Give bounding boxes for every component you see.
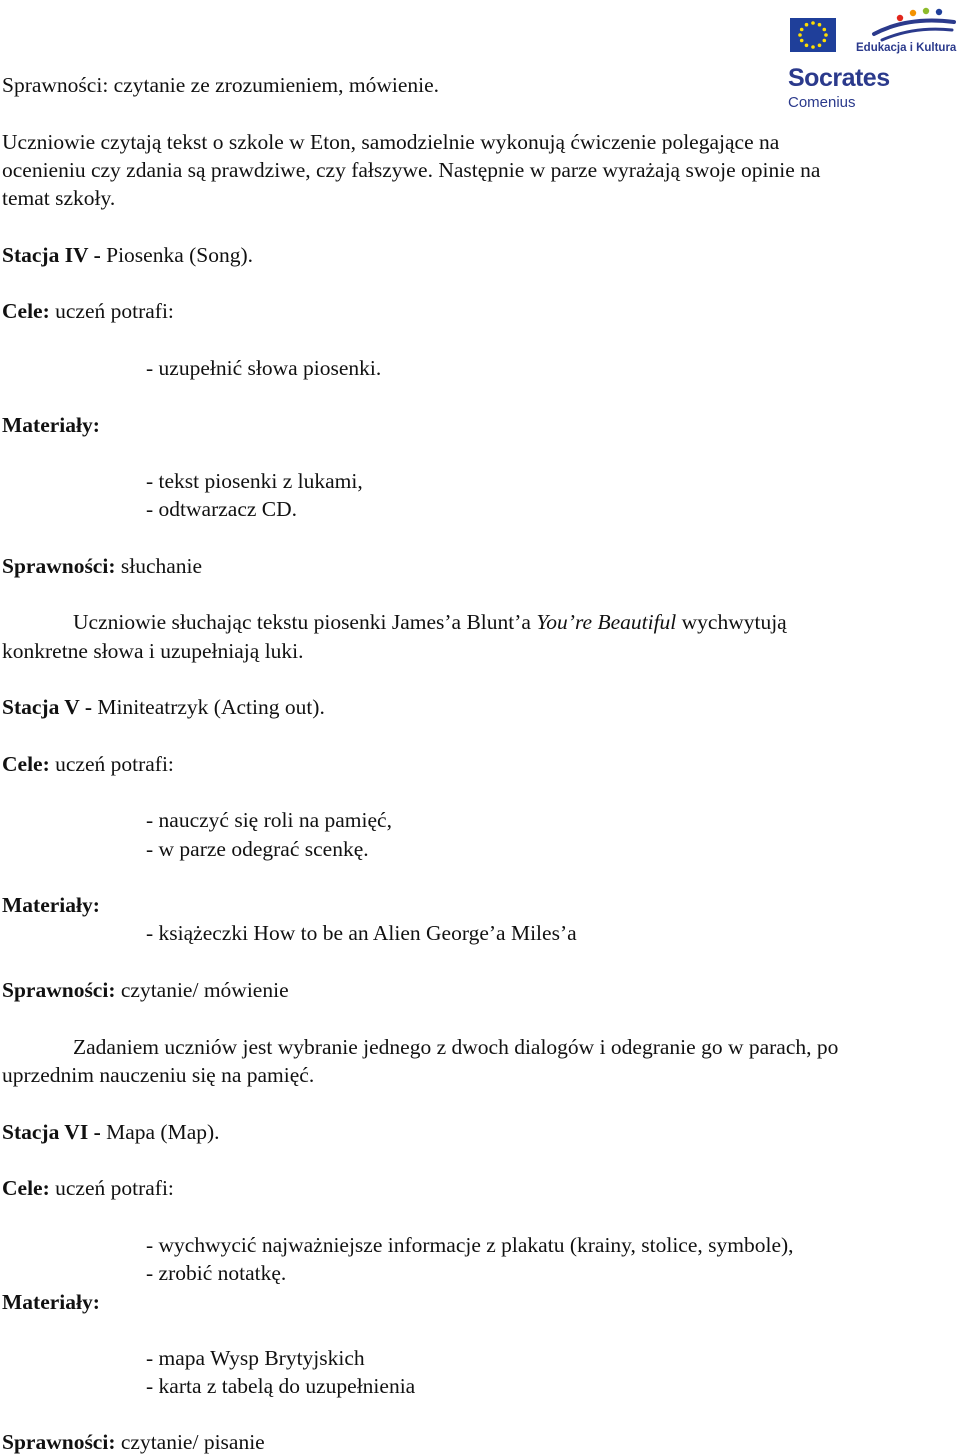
eu-flag-icon [790, 18, 836, 52]
stacja4-goals-heading [2, 297, 174, 325]
stacja4-material-1: - tekst piosenki z lukami, [146, 469, 363, 493]
stacja4-heading [2, 241, 253, 269]
stacja6-heading [2, 1118, 220, 1146]
stacja4-goal-1: - uzupełnić słowa piosenki. [146, 356, 382, 380]
stacja4-heading-rest: Piosenka (Song). [100, 243, 254, 267]
stacja6-goal-2: - zrobić notatkę. [146, 1261, 287, 1285]
stacja5-description-line-1: Zadaniem uczniów jest wybranie jednego z dwoch dialogów i odegranie go w parach, po [73, 1035, 839, 1059]
swoosh-icon [868, 4, 958, 44]
logo-socrates: Socrates [788, 64, 890, 92]
intro-skills-line: Sprawności: czytanie ze zrozumieniem, mówienie. [2, 73, 440, 97]
stacja6-goals-heading [2, 1174, 174, 1202]
stacja5-heading [2, 693, 325, 721]
stacja6-skills-rest: czytanie/ pisanie [115, 1430, 265, 1454]
stacja4-skills [2, 552, 202, 580]
stacja4-heading-bold: Stacja IV - [2, 243, 101, 267]
stacja6-material-2: - karta z tabelą do uzupełnienia [146, 1374, 416, 1398]
stacja4-goals-rest: uczeń potrafi: [49, 299, 174, 323]
stacja5-skills-rest: czytanie/ mówienie [115, 978, 289, 1002]
stacja6-materials-label: Materiały: [2, 1290, 100, 1314]
stacja4-description-line-1 [73, 608, 787, 636]
stacja5-goals-label: Cele: [2, 752, 50, 776]
stacja6-heading-rest: Mapa (Map). [100, 1120, 220, 1144]
stacja5-heading-bold: Stacja V - [2, 695, 92, 719]
stacja6-goals-rest: uczeń potrafi: [49, 1176, 174, 1200]
stacja5-skills [2, 976, 289, 1004]
stacja4-skills-label: Sprawności: [2, 554, 116, 578]
stacja5-skills-label: Sprawności: [2, 978, 116, 1002]
stacja5-goals-heading [2, 750, 174, 778]
intro-paragraph-line-2: ocenieniu czy zdania są prawdziwe, czy fałszywe. Następnie w parze wyrażają swoje opinie na [2, 158, 821, 182]
stacja4-desc-post: wychwytują [676, 610, 787, 634]
stacja4-materials-label: Materiały: [2, 413, 100, 437]
stacja6-goals-label: Cele: [2, 1176, 50, 1200]
stacja5-goal-2: - w parze odegrać scenkę. [146, 837, 369, 861]
stacja6-skills-label: Sprawności: [2, 1430, 116, 1454]
stacja4-desc-pre: Uczniowie słuchając tekstu piosenki James’a Blunt’a [73, 610, 537, 634]
logo-comenius: Comenius [788, 94, 856, 111]
stacja4-skills-rest: słuchanie [115, 554, 203, 578]
stacja6-material-1: - mapa Wysp Brytyjskich [146, 1346, 365, 1370]
stacja5-goal-1: - nauczyć się roli na pamięć, [146, 808, 392, 832]
stacja5-description-line-2: uprzednim nauczeniu się na pamięć. [2, 1063, 315, 1087]
intro-paragraph-line-1: Uczniowie czytają tekst o szkole w Eton, samodzielnie wykonują ćwiczenie polegające na [2, 130, 780, 154]
stacja5-material-1: - książeczki How to be an Alien George’a Miles’a [146, 921, 577, 945]
stacja4-material-2: - odtwarzacz CD. [146, 497, 298, 521]
logo-edukacja-kultura: Edukacja i Kultura [856, 42, 957, 54]
stacja5-goals-rest: uczeń potrafi: [49, 752, 174, 776]
stacja6-heading-bold: Stacja VI - [2, 1120, 101, 1144]
stacja6-goal-1: - wychwycić najważniejsze informacje z plakatu (krainy, stolice, symbole), [146, 1233, 794, 1257]
stacja4-description-line-2: konkretne słowa i uzupełniają luki. [2, 639, 304, 663]
intro-paragraph-line-3: temat szkoły. [2, 186, 116, 210]
stacja5-materials-label: Materiały: [2, 893, 100, 917]
stacja6-skills [2, 1428, 265, 1456]
song-title: You’re Beautiful [536, 610, 677, 634]
stacja5-heading-rest: Miniteatrzyk (Acting out). [91, 695, 325, 719]
socrates-comenius-logo [786, 4, 960, 114]
stacja4-goals-label: Cele: [2, 299, 50, 323]
